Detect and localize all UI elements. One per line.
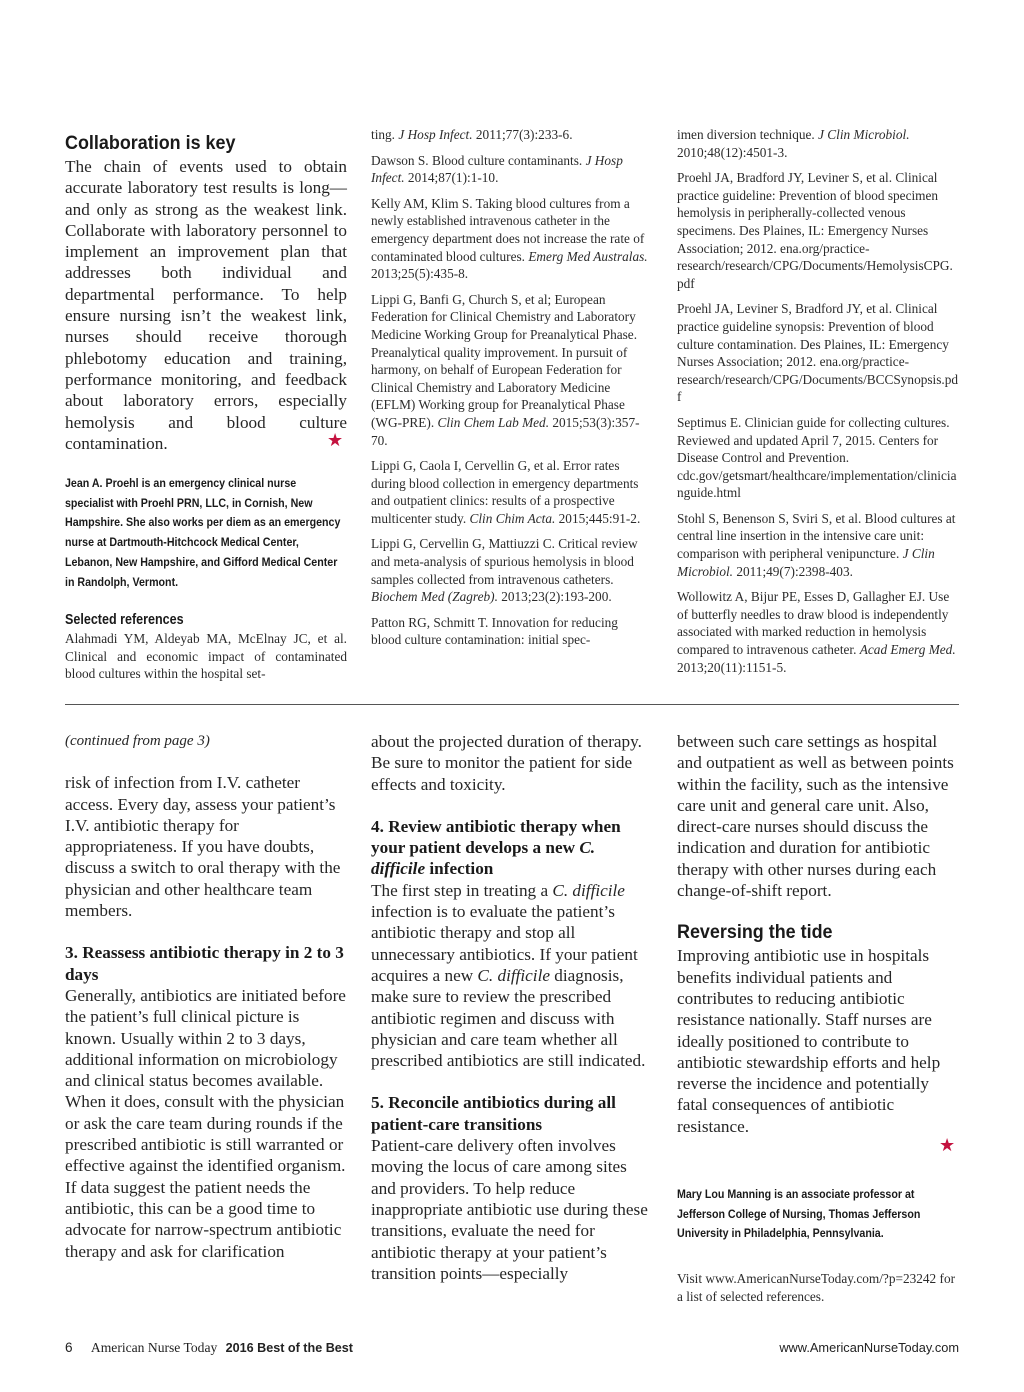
visit-text: Visit www.AmericanNurseToday.com/?p=23242 for a list of selected references.: [677, 1271, 956, 1304]
reference-alahmadi: Alahmadi YM, Aldeyab MA, McElnay JC, et al. Clinical and economic impact of contaminated blood cultures within the hospital set-: [65, 631, 347, 682]
reference-item: Septimus E. Clinician guide for collecting cultures. Reviewed and updated April 7, 2015. Centers for Disease Control and Prevention. cdc.gov/getsmart/healthcare/implementation/clinicianguide.html: [677, 414, 957, 501]
bottom-column-2: [371, 731, 653, 1284]
footer-url: www.AmericanNurseToday.com: [779, 1340, 959, 1355]
continued-note: (continued from page 3): [65, 733, 210, 749]
bottom-column-1: [65, 731, 347, 1262]
collaboration-heading: Collaboration is key: [65, 132, 236, 154]
reference-item: Kelly AM, Klim S. Taking blood cultures from a newly established intravenous catheter in the emergency department does not increase the rate of contaminated blood cultures. Emerg Med Australas. 2013;25(5):435-8.: [371, 195, 648, 282]
reference-item: Stohl S, Benenson S, Sviri S, et al. Blood cultures at central line insertion in the intensive care unit: comparison with peripheral venipuncture. J Clin Microbiol. 2011;49(7):2398-403.: [677, 510, 956, 579]
column-2-paragraph-3: Patient-care delivery often involves moving the locus of care among sites and providers. To help reduce inappropriate antibiotic use during these transitions, evaluate the need for antibiotic therapy at your patient’s transition points—especially: [371, 1136, 648, 1283]
references-heading: Selected references: [65, 612, 184, 628]
proehl-bio-text: Jean A. Proehl is an emergency clinical nurse specialist with Proehl PRN, LLC, in Cornish, New Hampshire. She also works per diem as an emergency nurse at Dartmouth-Hitchcock Medical Center, Lebanon, New Hampshire, and Gifford Medical Center in Randolph, Vermont.: [65, 476, 341, 589]
reversing-heading: Reversing the tide: [677, 921, 833, 944]
reference-item: Lippi G, Caola I, Cervellin G, et al. Error rates during blood collection in emergency departments and outpatient clinics: results of a prospective multicenter study. Clin Chim Acta. 2015;445:91-2.: [371, 458, 641, 526]
reference-item: Lippi G, Banfi G, Church S, et al; European Federation for Clinical Chemistry and Laboratory Medicine Working Group for Preanalytical Phase. Preanalytical quality improvement. In pursuit of harmony, on behalf of European Federation for Clinical Chemistry and Laboratory Medicine (EFLM) Working group for Preanalytical Phase (WG-PRE). Clin Chem Lab Med. 2015;53(3):357-70.: [371, 291, 640, 448]
magazine-name: American Nurse Today: [90, 1340, 218, 1355]
bottom-column-3: [677, 731, 959, 1137]
column-3-paragraph-1: between such care settings as hospital and outpatient as well as between points within the facility, such as the intensive care unit and general care unit. Also, direct-care nurses should discuss the indication and duration for antibiotic therapy with other nurses during each change-of-shift report.: [677, 732, 954, 901]
top-column-2-references: [371, 126, 651, 657]
author-bio-proehl: [65, 474, 347, 592]
footer-left: [65, 1340, 353, 1356]
step-5-heading: 5. Reconcile antibiotics during all patient-care transitions: [371, 1093, 616, 1134]
step-3-heading: 3. Reassess antibiotic therapy in 2 to 3 days: [65, 943, 344, 984]
column-2-paragraph-2: The first step in treating a C. difficile infection is to evaluate the patient’s antibiotic therapy and stop all unnecessary antibiotics. If your patient acquires a new C. difficile diagnosis, make sure to review the prescribed antibiotic regimen and discuss with physician and care team whether all prescribed antibiotics are still indicated.: [371, 880, 646, 1071]
column-1-paragraph-1: risk of infection from I.V. catheter access. Every day, assess your patient’s I.V. antibiotic therapy for appropriateness. If you have doubts, discuss a switch to oral therapy with the physician and other healthcare team members.: [65, 773, 341, 921]
column-2-paragraph-1: about the projected duration of therapy. Be sure to monitor the patient for side effects and toxicity.: [371, 732, 642, 794]
page-number: 6: [65, 1340, 73, 1355]
end-star-icon: ★: [939, 1135, 956, 1156]
reference-item: Proehl JA, Bradford JY, Leviner S, et al. Clinical practice guideline: Prevention of blood specimen hemolysis in peripherally-collected venous specimens. Des Plaines, IL: Emergency Nurses Association; 2012. ena.org/practice-research/research/CPG/Documents/HemolysisCPG.pdf: [677, 170, 953, 291]
reference-item: ting. J Hosp Infect. 2011;77(3):233-6.: [371, 127, 573, 142]
selected-references: [65, 610, 347, 683]
reference-item: imen diversion technique. J Clin Microbiol. 2010;48(12):4501-3.: [677, 127, 910, 160]
top-column-1: [65, 132, 347, 454]
collaboration-body: The chain of events used to obtain accurate laboratory test results is long—and only as strong as the weakest link. Collaborate with laboratory personnel to implement an improvement plan that addresses both individual and departmental performance. To help ensure nursing isn’t the weakest link, nurses should receive thorough phlebotomy education and training, performance monitoring, and feedback about laboratory errors, especially hemolysis and blood culture contamination.: [65, 157, 347, 453]
column-3-paragraph-2: Improving antibiotic use in hospitals benefits individual patients and contributes to reducing antibiotic resistance nationally. Staff nurses are ideally positioned to contribute to antibiotic stewardship efforts and help reverse the incidence and potentially fatal consequences of antibiotic resistance.: [677, 946, 941, 1136]
column-1-paragraph-2: Generally, antibiotics are initiated before the patient’s full clinical picture is known. Usually within 2 to 3 days, additional information on microbiology and clinical status becomes available. When it does, consult with the physician or ask the care team during rounds if the prescribed antibiotic is still warranted or effective against the identified organism. If data suggest the patient needs the antibiotic, this can be a good time to advocate for narrow-spectrum antibiotic therapy and ask for clarification: [65, 985, 346, 1261]
reference-item: Lippi G, Cervellin G, Mattiuzzi C. Critical review and meta-analysis of spurious hemolysis in blood samples collected from intravenous catheters. Biochem Med (Zagreb). 2013;23(2):193-200.: [371, 536, 638, 605]
reference-item: Patton RG, Schmitt T. Innovation for reducing blood culture contamination: initial spec-: [371, 614, 618, 648]
step-4-heading: 4. Review antibiotic therapy when your patient develops a new C. difficile infection: [371, 816, 621, 879]
reference-item: Wollowitz A, Bijur PE, Esses D, Gallagher EJ. Use of butterfly needles to draw blood is independently associated with marked reduction in hemolysis compared to intravenous catheter. Acad Emerg Med. 2013;20(11):1151-5.: [677, 589, 956, 675]
top-column-3-references: [677, 126, 959, 684]
issue-name: 2016 Best of the Best: [225, 1341, 353, 1355]
author-bio-manning: [677, 1185, 959, 1244]
section-divider: [65, 704, 959, 705]
visit-references-note: [677, 1270, 959, 1305]
reference-item: Dawson S. Blood culture contaminants. J Hosp Infect. 2014;87(1):1-10.: [371, 152, 623, 186]
reference-item: Proehl JA, Leviner S, Bradford JY, et al. Clinical practice guideline synopsis: Prevention of blood culture contamination. Des Plaines, IL: Emergency Nurses Association; 2012. ena.org/practice-research/research/CPG/Documents/BCCSynopsis.pdf: [677, 301, 959, 405]
manning-bio-text: Mary Lou Manning is an associate professor at Jefferson College of Nursing, Thomas Jefferson University in Philadelphia, Pennsylvania.: [677, 1187, 921, 1241]
end-star-icon: ★: [327, 430, 344, 451]
